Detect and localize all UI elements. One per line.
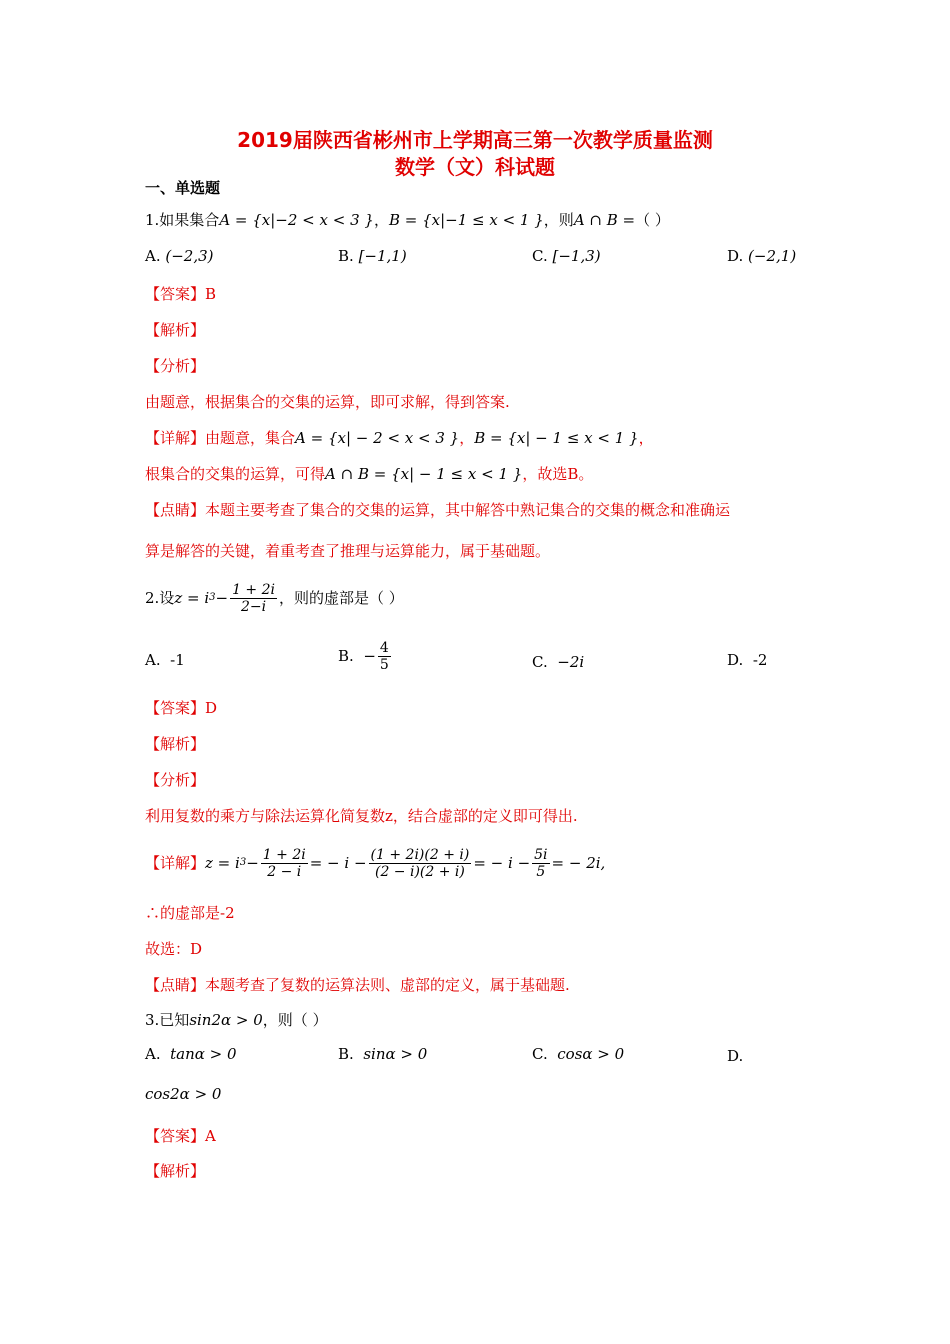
q3-answer: 【答案】A (145, 1127, 216, 1145)
question-2-stem: 2.设 z = i 3 − $\frac{1 + 2i}{2-i}$ ，则的虚部是（ ） (145, 581, 404, 615)
q2-option-b[interactable]: B. − $\frac{4}{5}$ (338, 639, 389, 673)
q1-answer: 【答案】B (145, 285, 217, 303)
q3-option-b[interactable]: B. sinα > 0 (338, 1045, 428, 1063)
q1-option-c[interactable]: C. [−1,3) (532, 247, 601, 265)
q3-option-a[interactable]: A. tanα > 0 (145, 1045, 237, 1063)
document-title-line2: 数学（文）科试题 (395, 155, 555, 179)
q1-xiangjie-line2: 根集合的交集的运算，可得A ∩ B = {x| − 1 ≤ x < 1 }，故选B。 (145, 465, 594, 483)
q2-guxuan: 故选：D (145, 940, 203, 958)
q3-jiexi: 【解析】 (145, 1162, 206, 1180)
q1-xiangjie: 【详解】由题意，集合A = {x| − 2 < x < 3 }，B = {x| − 1 ≤ x < 1 }， (145, 429, 654, 447)
q2-option-a[interactable]: A. -1 (145, 651, 185, 669)
q1-option-b[interactable]: B. [−1,1) (338, 247, 407, 265)
q3-option-d-value[interactable]: cos2α > 0 (145, 1085, 222, 1103)
section-heading: 一、单选题 (145, 179, 221, 197)
question-3-stem: 3.已知sin2α > 0，则（ ） (145, 1011, 328, 1029)
q1-jiexi: 【解析】 (145, 321, 206, 339)
document-title-line1: 2019届陕西省彬州市上学期高三第一次教学质量监测 (237, 128, 713, 152)
q3-option-d[interactable]: D. (727, 1047, 744, 1065)
q2-dianjing: 【点睛】本题考查了复数的运算法则、虚部的定义，属于基础题. (145, 976, 570, 994)
q1-dianjing: 【点睛】本题主要考查了集合的交集的运算，其中解答中熟记集合的交集的概念和准确运 (145, 501, 731, 519)
q2-xiangjie: 【详解】 z = i 3 − $\frac{1 + 2i}{2 - i}$ = − i − $\frac{(1 + 2i)(2 + i)}{(2 - i)(2 + i)}$ = − i − $\frac{5i}{5}$ = − 2i, (145, 846, 606, 880)
q3-option-c[interactable]: C. cosα > 0 (532, 1045, 625, 1063)
q2-jiexi: 【解析】 (145, 735, 206, 753)
q2-fenxi: 【分析】 (145, 771, 206, 789)
q1-fenxi: 【分析】 (145, 357, 206, 375)
q1-fenxi-text: 由题意，根据集合的交集的运算，即可求解，得到答案. (145, 393, 510, 411)
q1-option-d[interactable]: D. (−2,1) (727, 247, 797, 265)
q2-option-d[interactable]: D. -2 (727, 651, 768, 669)
q1-option-a[interactable]: A. (−2,3) (145, 247, 214, 265)
q1-dianjing-line2: 算是解答的关键，着重考查了推理与运算能力，属于基础题。 (145, 542, 551, 560)
q2-therefore: ∴的虚部是-2 (145, 904, 235, 922)
q2-answer: 【答案】D (145, 699, 218, 717)
question-1-stem: 1.如果集合A = {x|−2 < x < 3 }，B = {x|−1 ≤ x < 1 }，则A ∩ B =（ ） (145, 211, 670, 229)
q2-option-c[interactable]: C. −2i (532, 653, 585, 671)
q2-fenxi-text: 利用复数的乘方与除法运算化简复数z，结合虚部的定义即可得出. (145, 807, 578, 825)
